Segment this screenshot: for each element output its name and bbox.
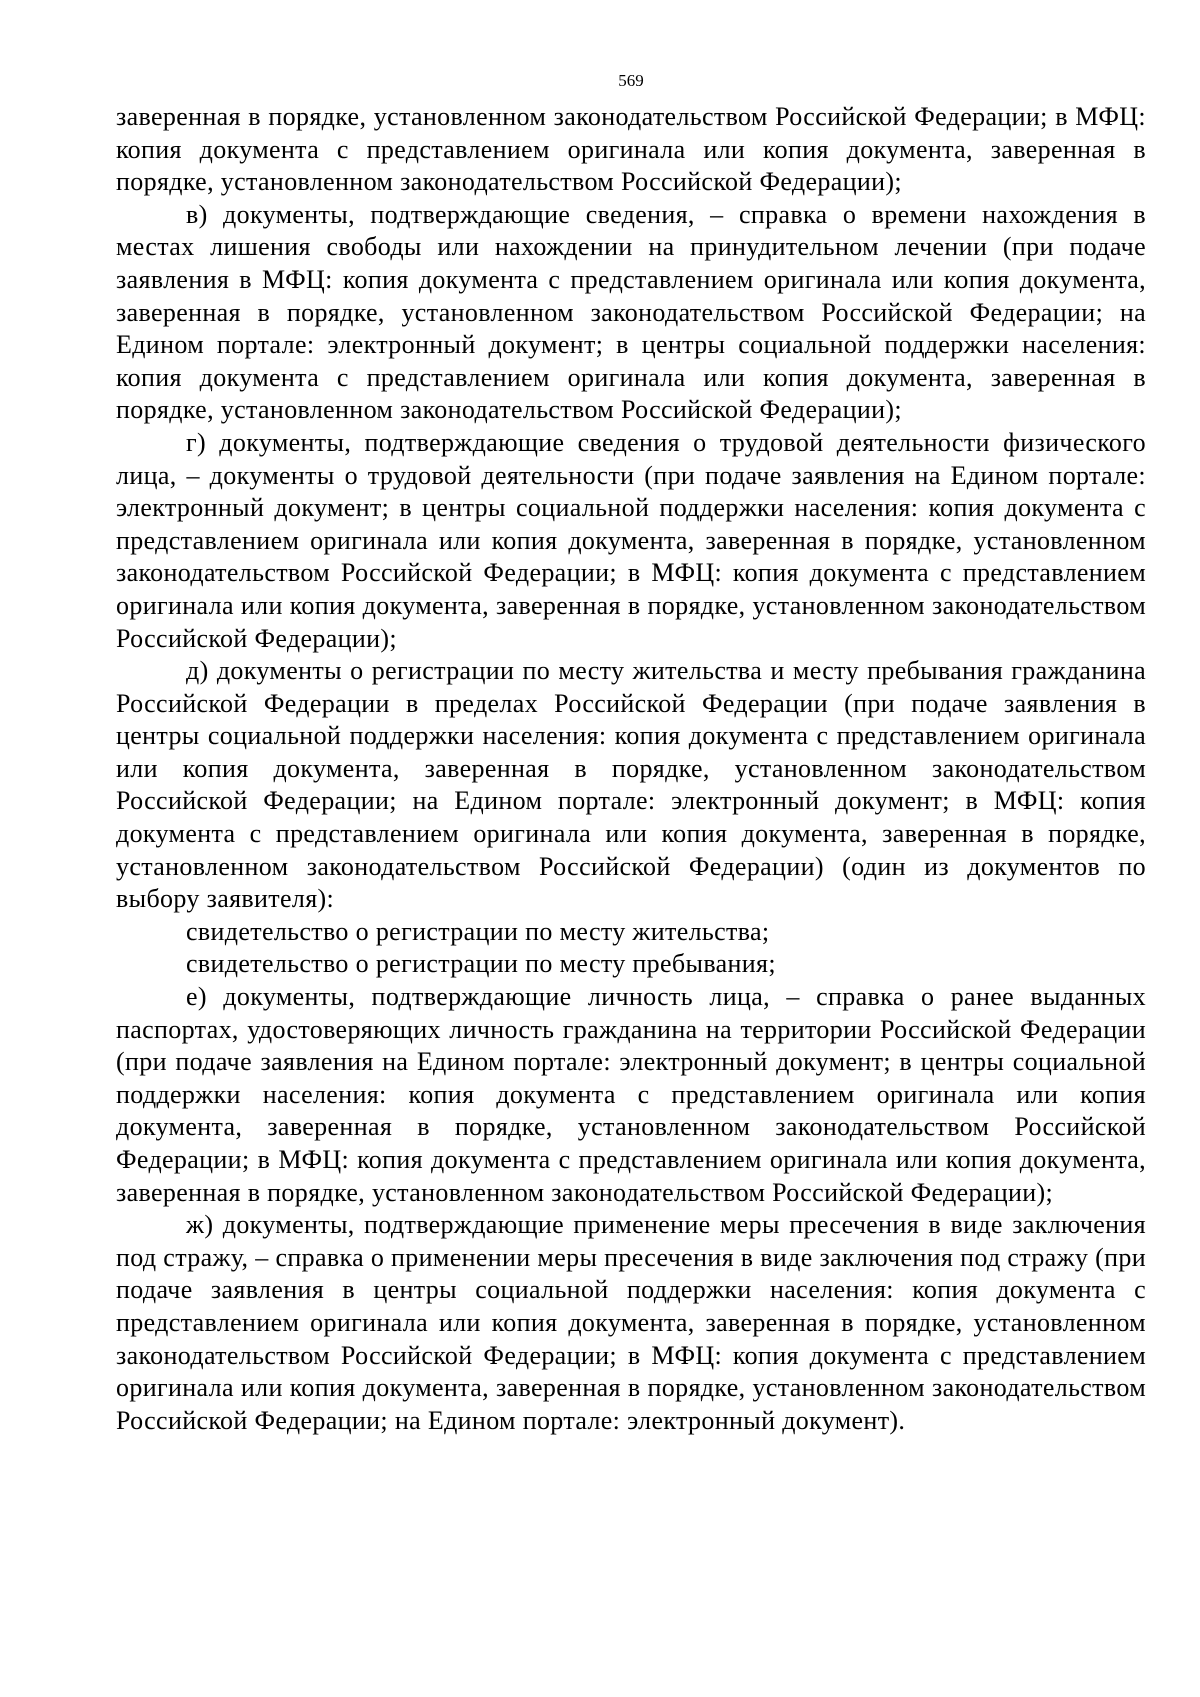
document-page [116,64,1146,1437]
page-number: 569 [618,71,644,90]
paragraph-item-e: е) документы, подтверждающие личность лица, – справка о ранее выданных паспортах, удостоверяющих личность гражданина на территории Российской Федерации (при подаче заявления на Едином портале: электронный документ; в центры социальной поддержки населения: копия документа с представлением оригинала или копия документа, заверенная в порядке, установленном законодательством Российской Федерации; в МФЦ: копия документа с представлением оригинала или копия документа, заверенная в порядке, установленном законодательством Российской Федерации); [116,982,1146,1207]
paragraph-item-zh: ж) документы, подтверждающие применение меры пресечения в виде заключения под стражу, – справка о применении меры пресечения в виде заключения под стражу (при подаче заявления в центры социальной поддержки населения: копия документа с представлением оригинала или копия документа, заверенная в порядке, установленном законодательством Российской Федерации; в МФЦ: копия документа с представлением оригинала или копия документа, заверенная в порядке, установленном законодательством Российской Федерации; на Едином портале: электронный документ). [116,1210,1146,1435]
paragraph-item-g: г) документы, подтверждающие сведения о трудовой деятельности физического лица, – документы о трудовой деятельности (при подаче заявления на Едином портале: электронный документ; в центры социальной поддержки населения: копия документа с представлением оригинала или копия документа, заверенная в порядке, установленном законодательством Российской Федерации; в МФЦ: копия документа с представлением оригинала или копия документа, заверенная в порядке, установленном законодательством Российской Федерации); [116,427,1146,653]
paragraph-residence-certificate: свидетельство о регистрации по месту жительства; [186,916,770,946]
paragraph-item-v: в) документы, подтверждающие сведения, – справка о времени нахождения в местах лишения свободы или нахождении на принудительном лечении (при подаче заявления в МФЦ: копия документа с представлением оригинала или копия документа, заверенная в порядке, установленном законодательством Российской Федерации; на Едином портале: электронный документ; в центры социальной поддержки населения: копия документа с представлением оригинала или копия документа, заверенная в порядке, установленном законодательством Российской Федерации); [116,199,1146,425]
paragraph-stay-certificate: свидетельство о регистрации по месту пребывания; [186,949,776,979]
paragraph-continuation: заверенная в порядке, установленном законодательством Российской Федерации; в МФЦ: копия документа с представлением оригинала или копия документа, заверенная в порядке, установленном законодательством Российской Федерации); [116,102,1146,197]
paragraph-item-d: д) документы о регистрации по месту жительства и месту пребывания гражданина Российской Федерации в пределах Российской Федерации (при подаче заявления в центры социальной поддержки населения: копия документа с представлением оригинала или копия документа, заверенная в порядке, установленном законодательством Российской Федерации; на Едином портале: электронный документ; в МФЦ: копия документа с представлением оригинала или копия документа, заверенная в порядке, установленном законодательством Российской Федерации) (один из документов по выбору заявителя): [116,656,1146,914]
